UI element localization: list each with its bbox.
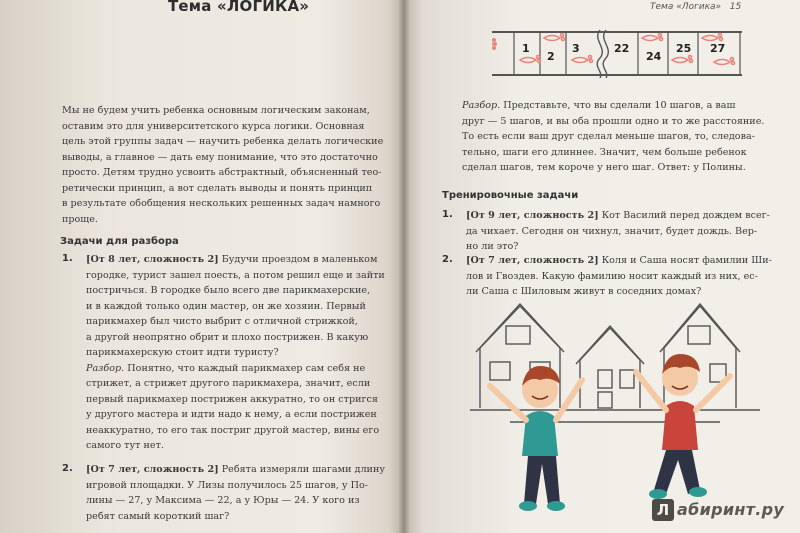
training-task-1 — [466, 208, 788, 255]
analysis-line: первый парикмахер пострижен аккуратно, то он стригся — [86, 393, 378, 405]
intro-line: просто. Детям трудно усвоить абстрактный, объясненный тео- — [62, 167, 382, 178]
section-heading-analysis: Задачи для разбора — [60, 236, 179, 247]
task-number: 2. — [62, 463, 73, 474]
analysis-text: Понятно, что каждый парикмахер сам себя не — [127, 362, 366, 374]
analysis-paragraph — [462, 98, 787, 176]
task-text: Ребята измеряли шагами длину — [221, 464, 385, 475]
step-number: 1 — [522, 42, 530, 55]
task-tag: [От 8 лет, сложность 2] — [86, 254, 219, 265]
task-line: ли Саша с Шиловым живут в соседних домах? — [466, 286, 702, 297]
intro-paragraph — [62, 103, 384, 227]
boy-teal — [490, 366, 582, 511]
watermark-text: абиринт.ру — [677, 500, 785, 519]
task-line: ребят самый короткий шаг? — [86, 510, 230, 522]
task-tag: [От 7 лет, сложность 2] — [466, 255, 599, 266]
intro-line: ретически принцип, а вот сделать выводы и понять принцип — [62, 182, 373, 194]
step-number: 24 — [646, 50, 662, 63]
running-head: Тема «Логика» 15 — [650, 2, 742, 12]
analysis-line: самого тут нет. — [86, 440, 164, 451]
foot-print-icon — [492, 38, 497, 50]
task-text: Будучи проездом в маленьком — [221, 254, 378, 265]
boy-red — [636, 354, 730, 499]
right-page — [404, 0, 800, 533]
task-line: парикмахер был чисто выбрит с отличной стрижкой, — [86, 316, 358, 327]
task-line: игровой площадки. У Лизы получилось 25 шагов, у По- — [86, 479, 368, 491]
analysis-line: сделал шагов, тем короче у него шаг. Ответ: у Полины. — [462, 162, 746, 173]
analysis-label: Разбор. — [86, 362, 125, 374]
page-title: Тема «ЛОГИКА» — [168, 0, 310, 15]
task-tag: [От 7 лет, сложность 2] — [86, 464, 219, 475]
step-number: 3 — [572, 42, 580, 55]
houses-and-boys-illustration — [470, 298, 790, 528]
task-line: постричься. В городке было всего две парикмахерские, — [86, 285, 371, 296]
task-line: лов и Гвоздев. Какую фамилию носит каждый из них, ес- — [466, 270, 758, 282]
analysis-line: тельно, шаги его длиннее. Значит, чем больше ребенок — [462, 146, 747, 158]
intro-line: цель этой группы задач — научить ребенка делать логические — [62, 136, 384, 147]
step-number: 22 — [614, 42, 630, 55]
task-line: а другой неопрятно обрит и плохо пострижен. В какую — [86, 331, 369, 343]
footsteps-strip — [492, 26, 742, 78]
analysis-line: друг — 5 шагов, и вы оба прошли одно и то же расстояние. — [462, 115, 765, 127]
section-heading-training: Тренировочные задачи — [442, 190, 579, 201]
analysis-line: То есть если ваш друг сделал меньше шагов, то, следова- — [462, 131, 755, 142]
task-number: 2. — [442, 254, 453, 265]
task-1 — [86, 252, 386, 454]
intro-line: оставим это для университетского курса логики. Основная — [62, 120, 365, 132]
book-spine-shadow — [398, 0, 410, 533]
analysis-text: Представьте, что вы сделали 10 шагов, а ваш — [503, 100, 736, 111]
task-line: но ли это? — [466, 241, 519, 252]
intro-line: Мы не будем учить ребенка основным логическим законам, — [62, 105, 370, 116]
task-text: Кот Василий перед дождем всег- — [601, 210, 770, 221]
task-line: парикмахерскую стоит идти туристу? — [86, 347, 279, 358]
task-number: 1. — [62, 253, 73, 264]
analysis-line: неаккуратно, то его так постриг другой мастер, вины его — [86, 424, 380, 436]
step-number: 2 — [547, 50, 555, 63]
analysis-line: стрижет, а стрижет другого парикмахера, значит, если — [86, 378, 371, 389]
step-number: 27 — [710, 42, 726, 55]
task-tag: [От 9 лет, сложность 2] — [466, 210, 599, 221]
intro-line: в результате обобщения нескольких решенных задач намного — [62, 198, 381, 209]
training-task-2 — [466, 253, 788, 300]
page-number: 15 — [729, 2, 742, 12]
labirint-logo-icon: Л — [652, 499, 674, 521]
task-text: Коля и Саша носят фамилии Ши- — [601, 255, 772, 266]
intro-line: выводы, а главное — дать ему понимание, что это достаточно — [62, 151, 378, 163]
intro-line: проще. — [62, 213, 98, 225]
task-line: да чихает. Сегодня он чихнул, значит, будет дождь. Вер- — [466, 225, 758, 237]
analysis-label: Разбор. — [462, 100, 501, 111]
task-line: лины — 27, у Максима — 22, а у Юры — 24. У кого из — [86, 495, 360, 506]
task-2 — [86, 462, 386, 524]
task-number: 1. — [442, 209, 453, 220]
analysis-line: у другого мастера и идти надо к нему, а если пострижен — [86, 409, 377, 420]
task-line: и в каждой только один мастер, он же хозяин. Первый — [86, 300, 366, 312]
step-number: 25 — [676, 42, 692, 55]
task-line: городке, турист зашел поесть, а потом решил еще и зайти — [86, 269, 385, 281]
